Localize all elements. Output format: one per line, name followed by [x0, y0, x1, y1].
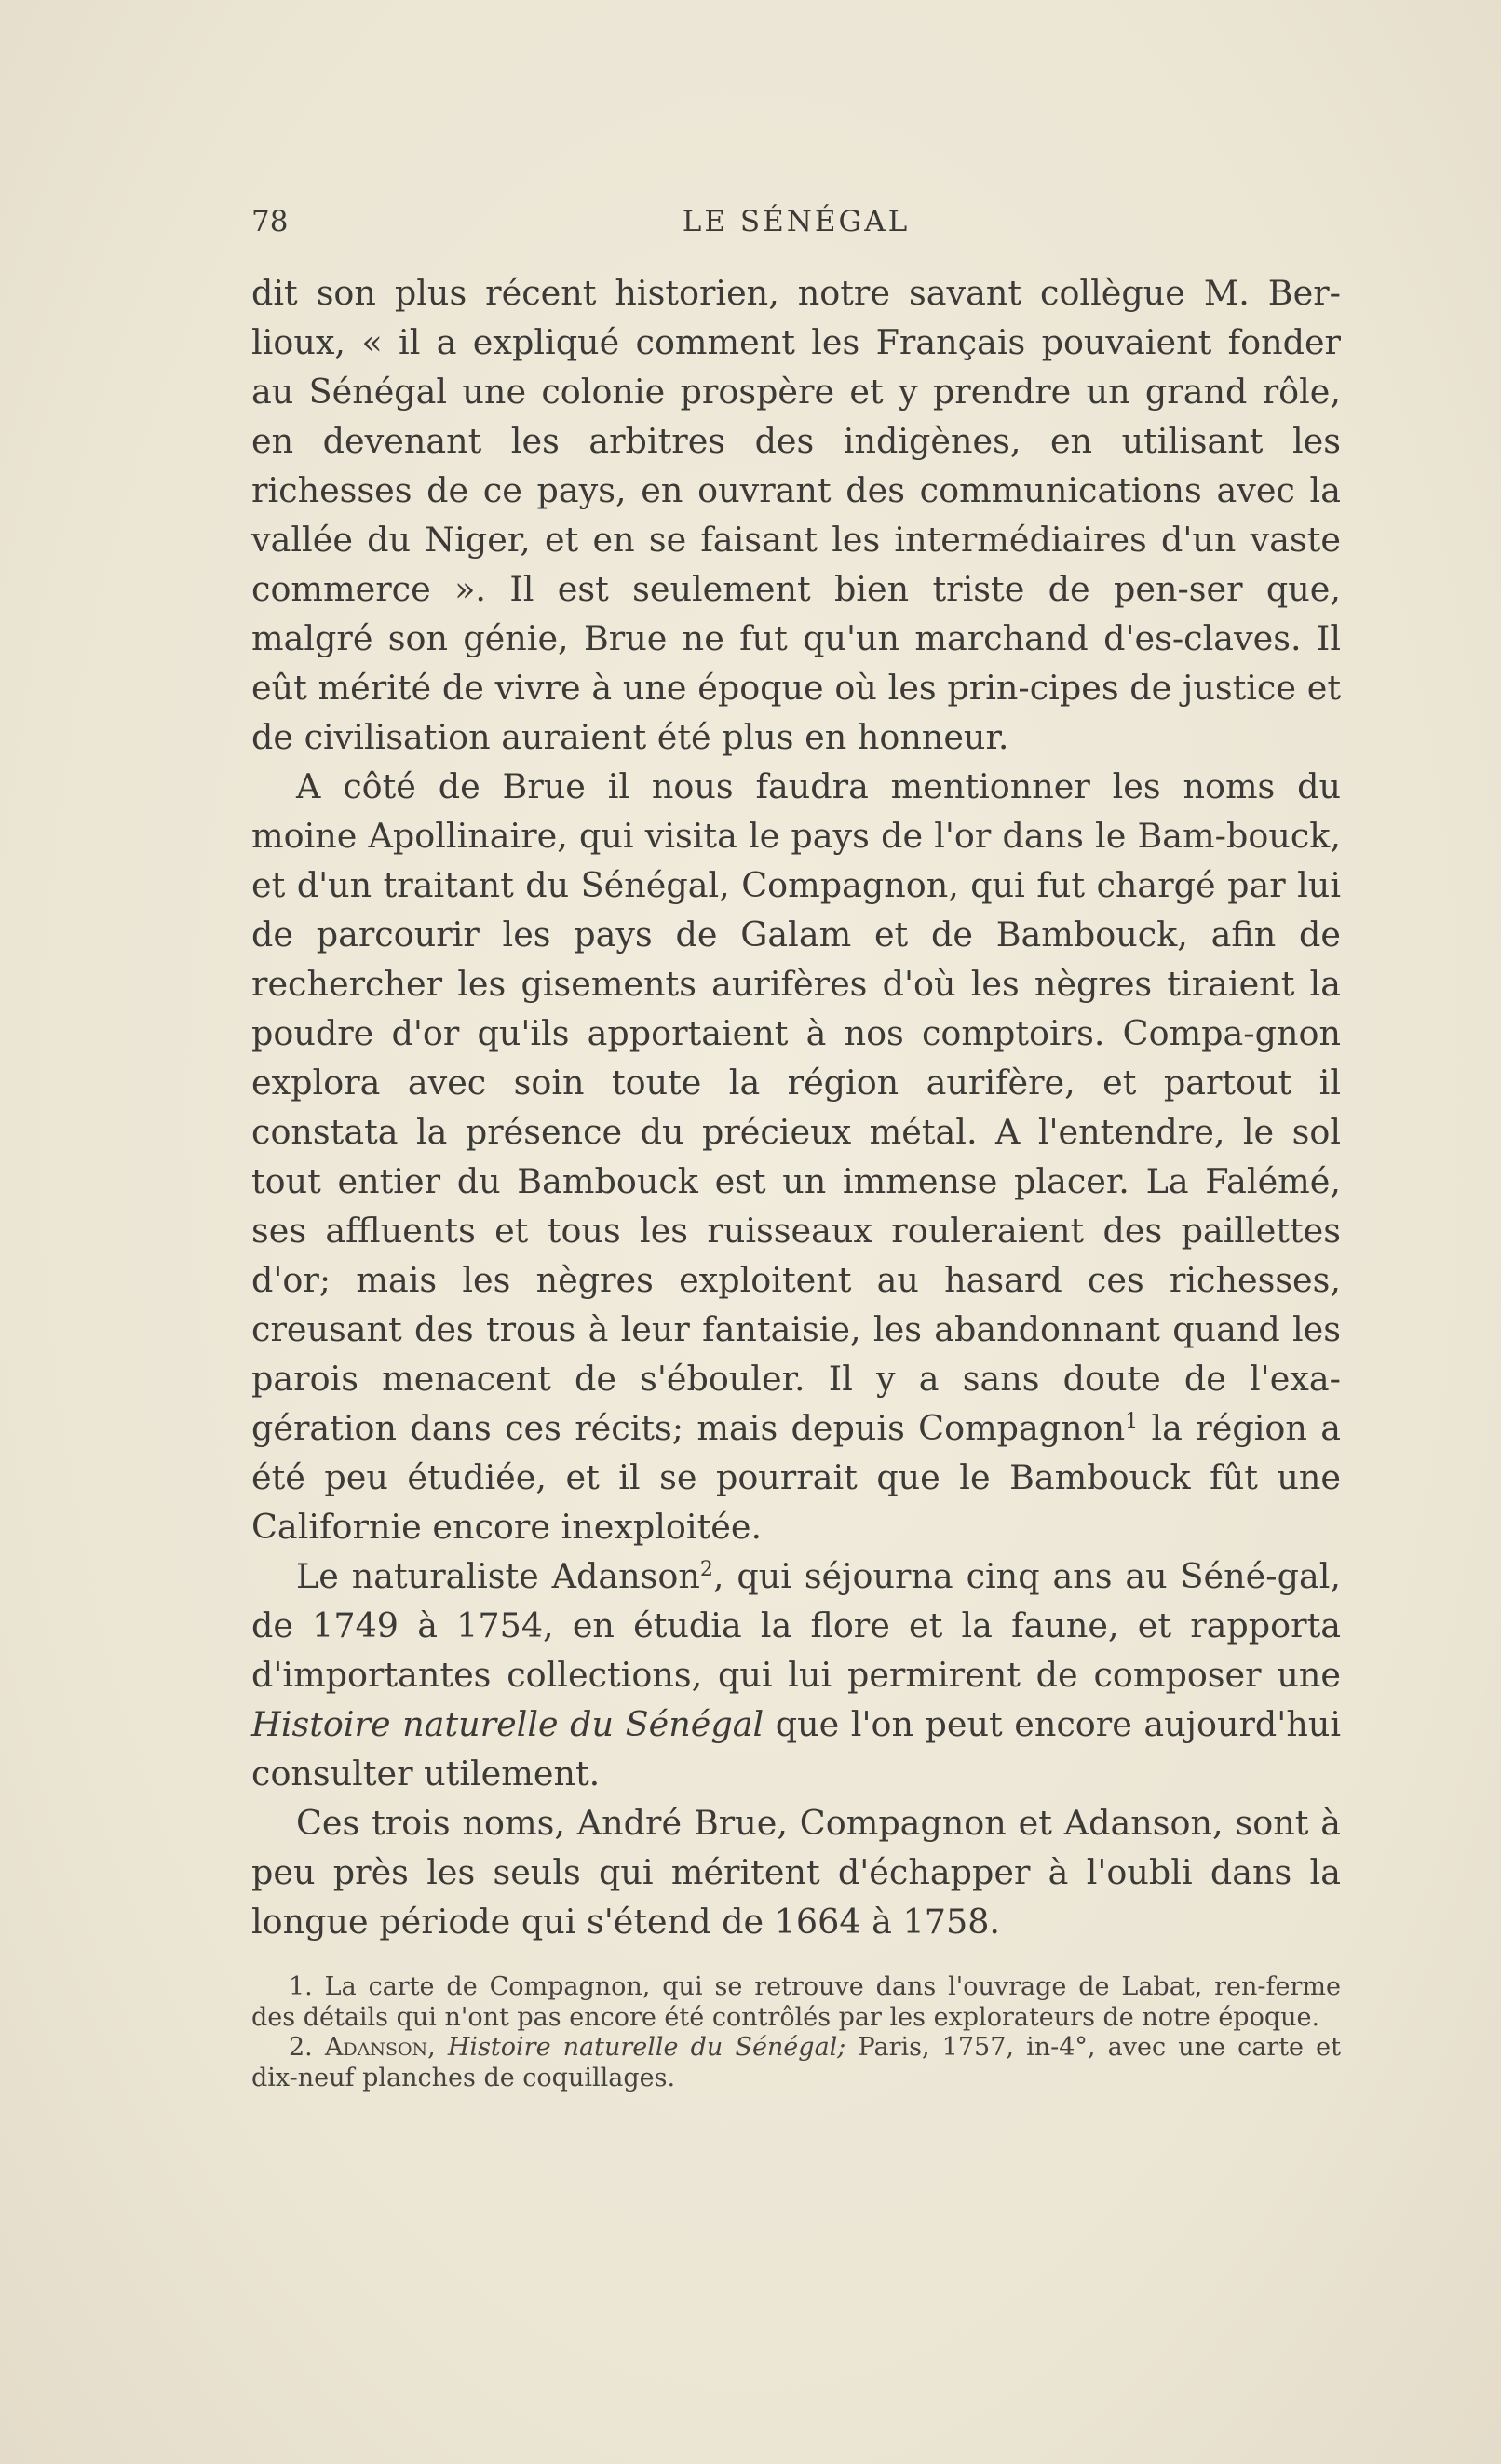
paragraph-4 — [251, 1798, 1341, 1946]
footnote-2-author: Adanson, — [312, 2033, 436, 2062]
paragraph-1 — [251, 268, 1341, 762]
running-title: LE SÉNÉGAL — [682, 205, 911, 238]
paragraph-1-text: dit son plus récent historien, notre savant collègue M. Ber-lioux, « il a expliqué comment les Français pouvaient fonder au Sénégal une colonie prospère et y prendre un grand rôle, en devenant les arbitres des indigènes, en utilisant les richesses de ce pays, en ouvrant des communications avec la vallée du Niger, et en se faisant les intermédiaires d'un vaste commerce ». Il est seulement bien triste de pen-ser que, malgré son génie, Brue ne fut qu'un marchand d'es-claves. Il eût mérité de vivre à une époque où les prin-cipes de justice et de civilisation auraient été plus en honneur. — [251, 273, 1341, 757]
paragraph-3-book-title: Histoire naturelle du Sénégal — [251, 1704, 764, 1744]
footnote-1-text: La carte de Compagnon, qui se retrouve dans l'ouvrage de Labat, ren-ferme des détails qui n'ont pas encore été contrôlés par les explorateurs de notre époque. — [251, 1972, 1341, 2032]
footnote-ref-1: 1 — [1125, 1409, 1139, 1433]
paragraph-2-text-a: A côté de Brue il nous faudra mentionner les noms du moine Apollinaire, qui visita le pays de l'or dans le Bam-bouck, et d'un traitant du Sénégal, Compagnon, qui fut chargé par lui de parcourir les pays de Galam et de Bambouck, afin de rechercher les gisements aurifères d'où les nègres tiraient la poudre d'or qu'ils apportaient à nos comptoirs. Compa-gnon explora avec soin toute la région aurifère, et partout il constata la présence du précieux métal. A l'entendre, le sol tout entier du Bambouck est un immense placer. La Falémé, ses affluents et tous les ruisseaux rouleraient des paillettes d'or; mais les nègres exploitent au hasard ces richesses, creusant des trous à leur fantaisie, les abandonnant quand les parois menacent de s'ébouler. Il y a sans doute de l'exa-gération dans ces récits; mais depuis Compagnon — [251, 766, 1341, 1448]
footnote-1-number: 1. — [289, 1972, 313, 2001]
paragraph-2-text-b: la région a été peu étudiée, et il se pourrait que le Bambouck fût une Californie encore inexploitée. — [251, 1408, 1341, 1547]
footnote-2-text: Paris, 1757, in-4°, avec une carte et dix-neuf planches de coquillages. — [251, 2033, 1341, 2092]
paragraph-4-text: Ces trois noms, André Brue, Compagnon et Adanson, sont à peu près les seuls qui méritent d'échapper à l'oubli dans la longue période qui s'étend de 1664 à 1758. — [251, 1803, 1341, 1942]
body-text — [251, 268, 1341, 1946]
paragraph-3 — [251, 1551, 1341, 1798]
paragraph-3-text-a: Le naturaliste Adanson — [296, 1556, 700, 1596]
footnote-2 — [251, 2033, 1341, 2093]
footnote-2-number: 2. — [289, 2033, 313, 2062]
page-number: 78 — [251, 205, 289, 238]
paragraph-3-text-c: que l'on peut encore aujourd'hui consulter utilement. — [251, 1704, 1342, 1794]
footnote-ref-2: 2 — [699, 1557, 713, 1581]
page-header — [251, 205, 1341, 242]
footnote-1 — [251, 1972, 1341, 2033]
paragraph-2 — [251, 762, 1341, 1551]
footnote-2-book-title: Histoire naturelle du Sénégal; — [435, 2033, 846, 2062]
footnotes — [251, 1972, 1341, 2093]
paragraph-3-text-b: , qui séjourna cinq ans au Séné-gal, de 1749 à 1754, en étudia la flore et la faune, et rapporta d'importantes collections, qui lui permirent de composer une — [251, 1556, 1341, 1695]
